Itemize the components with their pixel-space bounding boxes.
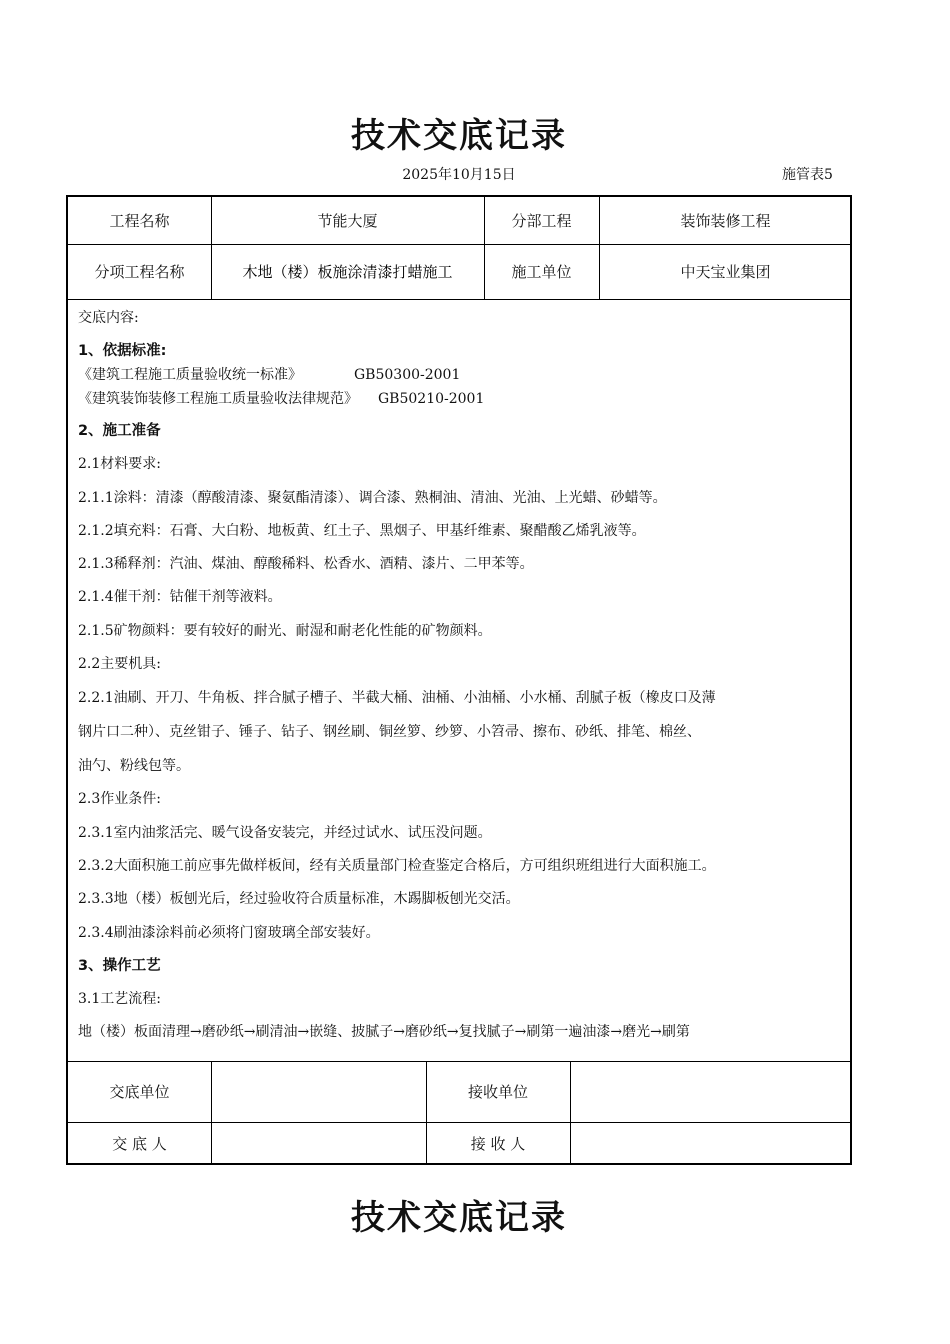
text-line: 3.1工艺流程: (78, 991, 161, 1008)
text-line: 地（楼）板面清理→磨砂纸→刷清油→嵌缝、披腻子→磨砂纸→复找腻子→刷第一遍油漆→磨光→刷第 (78, 1024, 690, 1041)
text-line: 油勺、粉线包等。 (78, 758, 190, 775)
text-line: 2.1.4催干剂：钴催干剂等液料。 (78, 589, 282, 606)
text-line: 2.1.5矿物颜料：要有较好的耐光、耐湿和耐老化性能的矿物颜料。 (78, 622, 492, 639)
standard-2-code: GB50210-2001 (378, 391, 485, 407)
receiver-field[interactable] (570, 1122, 852, 1164)
subitem-label: 分项工程名称 (94, 263, 185, 281)
handover-person-label: 交 底 人 (112, 1134, 167, 1153)
text-line: 2.3.4刷油漆涂料前必须将门窗玻璃全部安装好。 (78, 924, 380, 941)
text-line: 2.3.2大面积施工前应事先做样板间，经有关质量部门检查鉴定合格后，方可组织班组进行大面积施工。 (78, 857, 716, 874)
text-line: 2.1.1涂料：清漆（醇酸清漆、聚氨酯清漆）、调合漆、熟桐油、清油、光油、上光蜡、砂蜡等。 (78, 489, 667, 506)
division-label: 分部工程 (511, 212, 572, 230)
text-line: 2.3.3地（楼）板刨光后，经过验收符合质量标准，木踢脚板刨光交活。 (78, 891, 520, 908)
receiver-label: 接 收 人 (470, 1134, 526, 1153)
text-line: 2.3作业条件: (78, 791, 161, 808)
handover-person-field[interactable] (211, 1122, 426, 1164)
text-line: 2.3.1室内油浆活完、暖气设备安装完，并经过试水、试压没问题。 (78, 824, 492, 841)
text-line: 2.1.2填充料：石膏、大白粉、地板黄、红土子、黑烟子、甲基纤维素、聚醋酸乙烯乳液等。 (78, 522, 646, 539)
document-date: 2025年10月15日 (402, 167, 516, 183)
disclosure-form (66, 195, 852, 1165)
subitem-value: 木地（楼）板施涂清漆打蜡施工 (242, 263, 453, 281)
next-page-title: 技术交底记录 (351, 1198, 567, 1238)
text-line: 2.1材料要求: (78, 456, 161, 473)
standard-1-code: GB50300-2001 (354, 367, 461, 383)
project-name-value: 节能大厦 (317, 212, 378, 230)
handover-unit-label: 交底单位 (109, 1083, 170, 1101)
standard-1 (78, 363, 848, 387)
receive-unit-field[interactable] (570, 1061, 852, 1122)
handover-unit-field[interactable] (211, 1061, 426, 1122)
division-value: 装饰装修工程 (680, 212, 771, 230)
form-number: 施管表5 (782, 167, 833, 183)
section-3-title: 3、操作工艺 (78, 957, 161, 974)
text-line: 2.2.1油刷、开刀、牛角板、拌合腻子槽子、半截大桶、油桶、小油桶、小水桶、刮腻子板（橡皮口及薄 (78, 690, 716, 707)
section-2-title: 2、施工准备 (78, 423, 161, 439)
project-name-label: 工程名称 (109, 212, 170, 230)
content-intro: 交底内容: (78, 310, 139, 326)
text-line: 钢片口二种）、克丝钳子、锤子、钻子、钢丝刷、铜丝箩、纱箩、小笤帚、擦布、砂纸、排笔、棉丝、 (78, 724, 701, 741)
contractor-label: 施工单位 (511, 263, 572, 281)
standard-1-name: 《建筑工程施工质量验收统一标准》 (78, 367, 302, 383)
standard-2-name: 《建筑装饰装修工程施工质量验收法律规范》 (78, 391, 358, 407)
document-title: 技术交底记录 (351, 116, 567, 156)
standard-2 (78, 387, 848, 411)
contractor-value: 中天宝业集团 (680, 263, 771, 281)
receive-unit-label: 接收单位 (467, 1083, 528, 1101)
section-1-title: 1、依据标准: (78, 343, 167, 359)
disclosure-content (78, 303, 848, 1055)
text-line: 2.1.3稀释剂：汽油、煤油、醇酸稀料、松香水、酒精、漆片、二甲苯等。 (78, 556, 534, 573)
text-line: 2.2主要机具: (78, 656, 161, 673)
